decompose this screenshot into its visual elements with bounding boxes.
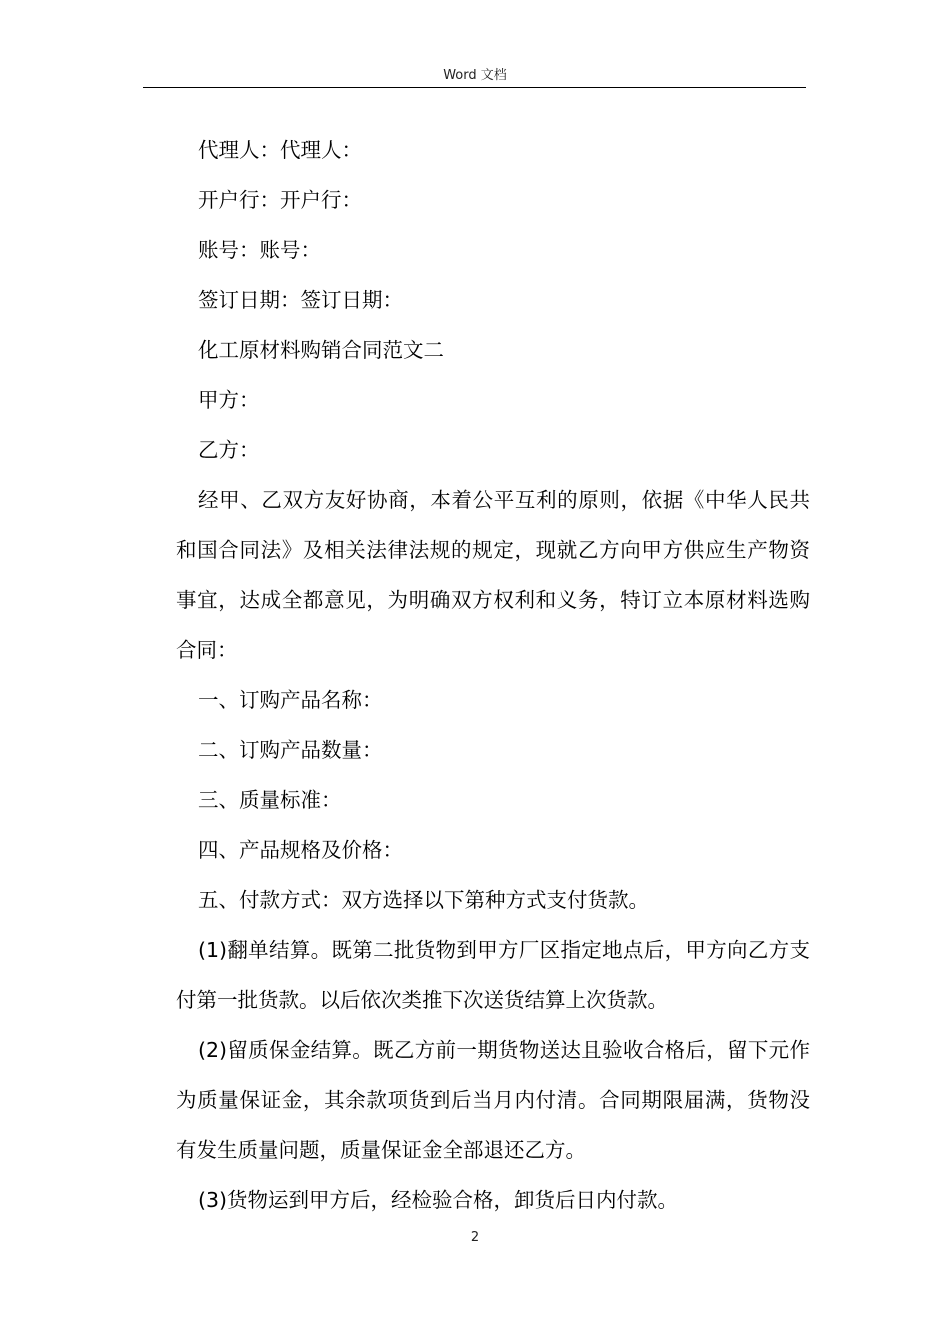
header-divider [143, 87, 806, 88]
clause-product-quantity: 二、订购产品数量： [198, 738, 383, 762]
section-title: 化工原材料购销合同范文二 [198, 338, 444, 362]
document-header-label: Word 文档 [443, 68, 507, 83]
clause-product-name: 一、订购产品名称： [198, 688, 383, 712]
payment-option-3: (3)货物运到甲方后，经检验合格，卸货后日内付款。 [198, 1188, 679, 1212]
account-line: 账号：账号： [198, 238, 321, 262]
party-a-line: 甲方： [198, 388, 260, 412]
party-b-line: 乙方： [198, 438, 260, 462]
document-body [176, 125, 810, 1225]
preamble-paragraph: 经甲、乙双方友好协商，本着公平互利的原则，依据《中华人民共和国合同法》及相关法律法规的规定，现就乙方向甲方供应生产物资事宜，达成全都意见，为明确双方权利和义务，特订立本原材料选购合同： [176, 488, 810, 662]
page-number: 2 [470, 1230, 480, 1245]
clause-quality-standard: 三、质量标准： [198, 788, 342, 812]
clause-spec-price: 四、产品规格及价格： [198, 838, 403, 862]
payment-option-1: (1)翻单结算。既第二批货物到甲方厂区指定地点后，甲方向乙方支付第一批货款。以后依次类推下次送货结算上次货款。 [176, 938, 810, 1012]
bank-line: 开户行：开户行： [198, 188, 362, 212]
payment-option-2: (2)留质保金结算。既乙方前一期货物送达且验收合格后，留下元作为质量保证金，其余款项货到后当月内付清。合同期限届满，货物没有发生质量问题，质量保证金全部退还乙方。 [176, 1038, 810, 1162]
signing-date-line: 签订日期：签订日期： [198, 288, 403, 312]
clause-payment-method: 五、付款方式：双方选择以下第种方式支付货款。 [198, 888, 649, 912]
agent-line: 代理人：代理人： [198, 138, 362, 162]
